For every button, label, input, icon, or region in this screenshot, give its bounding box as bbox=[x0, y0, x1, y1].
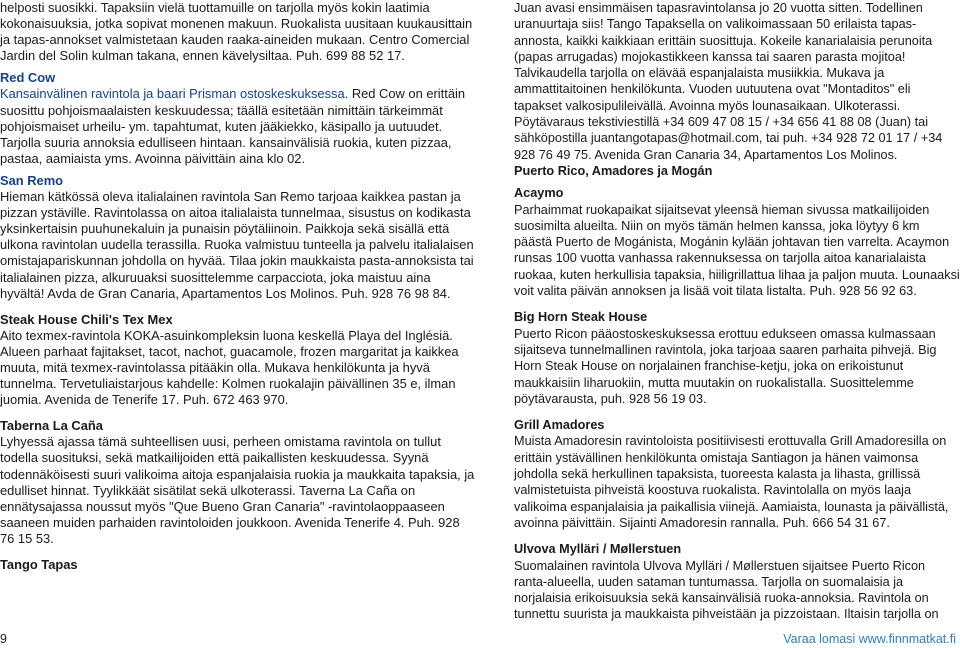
red-cow-heading: Red Cow bbox=[0, 70, 56, 86]
san-remo-heading: San Remo bbox=[0, 172, 64, 188]
big-horn-heading: Big Horn Steak House bbox=[514, 310, 648, 325]
page-number: 9 bbox=[0, 632, 7, 646]
acaymo-heading: Acaymo bbox=[514, 186, 564, 201]
section-heading-puerto-rico: Puerto Rico, Amadores ja Mogán bbox=[514, 163, 713, 178]
grill-amadores-body: Muista Amadoresin ravintoloista positiivisesti erottuvalla Grill Amadoresilla on erittäin ystävällinen henkilökunta omistaja Santiagon ja hänen vaimonsa johdolla sekä herkullinen tapaksista, tuoreesta kalasta ja lihasta, grillissä valmistetuista pihveistä koostuva ruokalista. Ravintolalla on myös laaja valikoima espanjalaisia ja paikallisia viinejä. Aamiaista, lounasta ja päivällistä, avoinna päivittäin. Sijainti Amadoresin rannalla. Puh. 666 54 31 67. bbox=[514, 434, 949, 530]
tango-tapas-body: Juan avasi ensimmäisen tapasravintolansa jo 20 vuotta sitten. Todellinen uranuurtaja siis! Tango Tapaksella on valikoimassaan 50 erilaista tapas-annosta, kaikki kaikkiaan erittäin suosittuja. Kokeile kanarialaisia perunoita (papas arrugadas) mojokastikkeen kanssa tai saaren parasta mojitoa! Talvikaudella tarjolla on elävää espanjalaista musiikkia. Mukava ja ammattitaitoinen henkilökunta. Vuoden uutuutena ovat "Montaditos" eli tapakset valkosipulileivällä. Avoinna myös lounasaikaan. Ulkoterassi. Pöytävaraus tekstiviestillä +34 609 47 08 15 / +34 656 41 88 08 (Juan) tai sähköpostilla juantangotapas@hotmail.com, tai puh. +34 928 72 01 17 / +34 928 76 49 75. Avenida Gran Canaria 34, Apartamentos Los Molinos. bbox=[514, 1, 943, 162]
left-column bbox=[0, 0, 475, 573]
steak-house-heading: Steak House Chili's Tex Mex bbox=[0, 311, 173, 327]
acaymo-body: Parhaimmat ruokapaikat sijaitsevat yleensä hieman sivussa matkailijoiden suosimilta alueilta. Niin on myös tämän helmen kanssa, joka löytyy 6 km päästä Puerto de Mogánista, Mogánin kylään johtavan tien varrelta. Acaymon runsas 100 vuotta vanhassa rakennuksessa on tarjolla aitoa kanarialaista ruokaa, kuten herkullisia tapaksia, hiiligrillattua lihaa ja paljon muuta. Lounaaksi voit valita päivän annoksen ja lisää voit tilata listalta. Puh. 928 56 92 63. bbox=[514, 202, 960, 299]
footer-website-link[interactable]: Varaa lomasi www.finnmatkat.fi bbox=[783, 632, 956, 646]
red-cow-body: Red Cow on erittäin suosittu pohjoismaalaisten keskuudessa; täällä esitetään nimittäin tärkeimmät pohjoismaiset urheilu- ym. tapahtumat, kuten jääkiekko, käsipallo ja uutuudet. Tarjolla suuria annoksia edulliseen hintaan. kansainvälisiä ruokia, kuten pizzaa, pastaa, aamiaista yms. Avoinna päivittäin aina klo 02. bbox=[0, 86, 466, 166]
red-cow-subtitle: Kansainvälinen ravintola ja baari Prisman ostoskeskuksessa. bbox=[0, 86, 349, 102]
steak-house-body: Aito texmex-ravintola KOKA-asuinkompleksin luona keskellä Playa del Inglésiä. Alueen parhaat fajitakset, tacot, nachot, guacamole, frozen margaritat ja kaikkea muuta, mitä texmex-ravintolassa pitääkin olla. Mukava henkilökunta ja hyvä tunnelma. Tervetuliaistarjous kahdelle: Kolmen ruokalajin päivällinen 35 e, ilman juomia. Avenida de Tenerife 17. Puh. 672 463 970. bbox=[0, 327, 459, 408]
taberna-heading: Taberna La Caña bbox=[0, 418, 103, 434]
ulvova-body: Suomalainen ravintola Ulvova Mylläri / Møllerstuen sijaitsee Puerto Ricon ranta-alueella, uuden sataman tuntumassa. Tarjolla on suomalaisia ja norjalaisia erikoisuuksia sekä kansainvälisiä ruoka-annoksia. Ravintola on tunnettu suurista ja maukkaista pihveistään ja pizzoistaan. Iltaisin tarjolla on bbox=[514, 558, 939, 622]
intro-paragraph: helposti suosikki. Tapaksiin vielä tuottamuille on tarjolla myös kokin laatimia kokonaisuuksia, jotka sopivat monenen makuun. Ruokalista uusitaan kuukausittain ja tapas-annokset valmistetaan kauden raaka-aineiden mukaan. Centro Comercial Jardin del Solin kulman takana, ennen kävelysiltaa. Puh. 699 88 52 17. bbox=[0, 0, 473, 64]
right-column bbox=[514, 0, 960, 623]
san-remo-body: Hieman kätkössä oleva italialainen ravintola San Remo tarjoaa kaikkea pastan ja pizzan ystäville. Ravintolassa on aitoa italialaista tunnelmaa, sisustus on kodikasta yksinkertaisin puuhunekaluin ja punaisin pöytäliinoin. Paikkoja sekä sisällä että ulkona ravintolan uudella terassilla. Ruoka valmistuu tunteella ja palvelu italialaisen omistajapariskunnan johdolla on hyvää. Tilaa jokin maukkaista pasta-annoksista tai italialainen pizza, alkuruuaksi suosittelemme carpacciota, joka maistuu aina hyvältä! Avda de Gran Canaria, Apartamentos Los Molinos. Puh. 928 76 98 84. bbox=[0, 189, 474, 301]
grill-amadores-heading: Grill Amadores bbox=[514, 418, 605, 433]
big-horn-body: Puerto Ricon pääostoskeskuksessa erottuu edukseen omassa kulmassaan sijaitseva tunnelmallinen ravintola, joka tarjoaa saaren parhaita pihvejä. Big Horn Steak House on norjalainen franchise-ketju, joka on erikoistunut maukkaisiin liharuokiin, mutta muutakin on ruokalistalla. Suosittelemme pöytävarausta, puh. 928 56 19 03. bbox=[514, 326, 937, 406]
red-cow-text bbox=[0, 86, 475, 166]
ulvova-heading: Ulvova Mylläri / Møllerstuen bbox=[514, 542, 682, 557]
tango-tapas-heading: Tango Tapas bbox=[0, 557, 78, 572]
taberna-body: Lyhyessä ajassa tämä suhteellisen uusi, perheen omistama ravintola on tullut todella suosituksi, sekä matkailijoiden että paikallisten keskuudessa. Syynä todennäköisesti suuri valikoima aitoja espanjalaisia ruokia ja maukkaita tapaksia, ja edulliset hinnat. Tyylikkäät sisätilat sekä ulkoterassi. Taverna La Caña on ennätysajassa noussut myös "Que Bueno Gran Canaria" -ravintolaoppaaseen saaneen muiden parhaiden ravintoloiden joukkoon. Avenida Tenerife 4. Puh. 928 76 15 53. bbox=[0, 434, 475, 546]
